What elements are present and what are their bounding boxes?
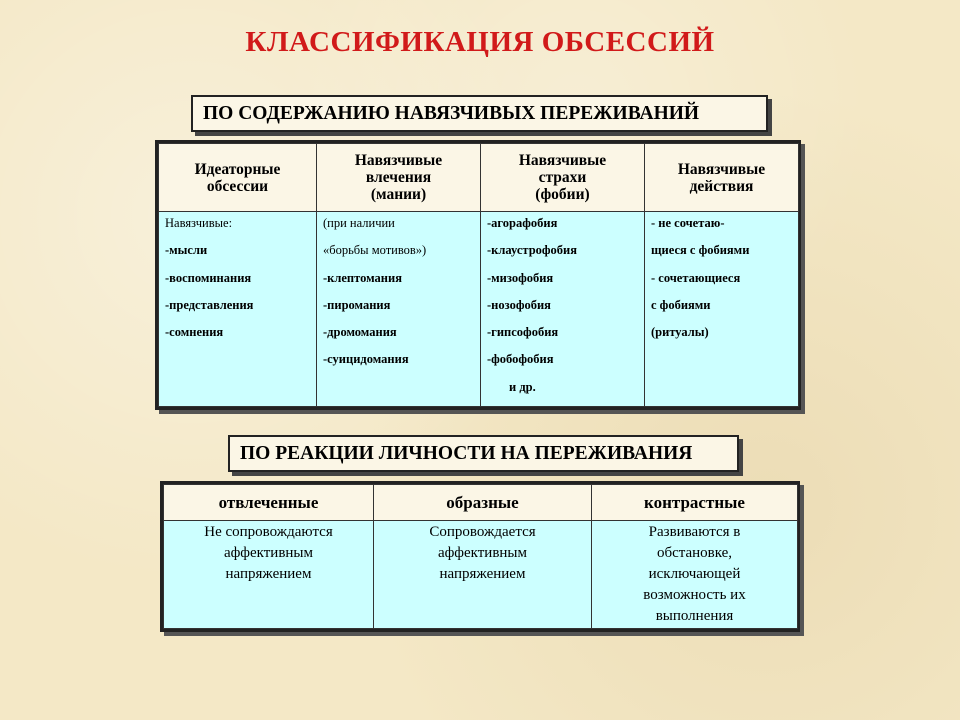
description-line: выполнения [655, 608, 734, 624]
header-line: Идеаторные [194, 160, 281, 178]
table-row [159, 212, 799, 407]
list-item: -мысли [165, 243, 208, 258]
list-item: -пиромания [323, 297, 391, 312]
header-line: (мании) [370, 186, 427, 203]
list-item: -мизофобия [487, 270, 554, 285]
list-item: с фобиями [651, 297, 711, 312]
table-header-row [159, 144, 799, 212]
content-classification-table [155, 140, 801, 410]
contrasting-description [592, 521, 798, 629]
list-item: -нозофобия [487, 297, 551, 312]
header-line: Навязчивые [518, 152, 607, 169]
header-fears [481, 144, 645, 212]
header-ideational [159, 144, 317, 212]
table-row [164, 521, 798, 629]
ideational-list [159, 212, 317, 407]
list-item: -представления [165, 297, 254, 312]
actions-list [645, 212, 799, 407]
header-line: страхи [538, 169, 587, 186]
description-line: аффективным [223, 545, 314, 561]
description-line: исключающей [648, 566, 741, 582]
list-item: (при наличии [323, 216, 395, 230]
header-abstract: отвлеченные [164, 485, 374, 521]
header-contrasting: контрастные [592, 485, 798, 521]
section-reaction-label [228, 435, 739, 472]
header-line: действия [689, 177, 754, 195]
section-content-text: ПО СОДЕРЖАНИЮ НАВЯЗЧИВЫХ ПЕРЕЖИВАНИЙ [203, 102, 700, 124]
header-line: влечения [365, 169, 432, 186]
table-header-row [164, 485, 798, 521]
list-item: и др. [509, 379, 536, 394]
list-item: -клаустрофобия [487, 243, 578, 258]
section-reaction-text: ПО РЕАКЦИИ ЛИЧНОСТИ НА ПЕРЕЖИВАНИЯ [240, 442, 693, 464]
list-item: -гипсофобия [487, 325, 559, 340]
description-line: Развиваются в [648, 524, 741, 540]
figurative-description [374, 521, 592, 629]
description-line: обстановке, [656, 545, 733, 561]
abstract-description [164, 521, 374, 629]
page-title: КЛАССИФИКАЦИЯ ОБСЕССИЙ [245, 26, 715, 58]
fears-list [481, 212, 645, 407]
list-item: (ритуалы) [651, 325, 709, 340]
list-item: -сомнения [165, 325, 224, 340]
description-line: Сопровождается [429, 524, 536, 540]
list-item: -суицидомания [323, 352, 409, 367]
section-content-label [191, 95, 768, 132]
list-item: -фобофобия [487, 352, 554, 367]
list-item: -воспоминания [165, 270, 252, 285]
list-item: щиеся с фобиями [651, 243, 750, 258]
header-figurative: образные [374, 485, 592, 521]
header-line: обсессии [206, 177, 269, 195]
description-line: напряжением [225, 566, 312, 582]
header-actions [645, 144, 799, 212]
header-line: Навязчивые [677, 160, 766, 178]
header-line: (фобии) [535, 186, 590, 203]
list-item: Навязчивые: [165, 216, 233, 230]
reaction-classification-table [160, 481, 800, 632]
list-item: -дромомания [323, 325, 397, 340]
description-line: Не сопровождаются [204, 524, 333, 540]
header-drives [317, 144, 481, 212]
list-item: -агорафобия [487, 216, 558, 230]
list-item: - не сочетаю- [651, 216, 725, 230]
description-line: напряжением [439, 566, 526, 582]
drives-list [317, 212, 481, 407]
list-item: - сочетающиеся [651, 270, 741, 285]
description-line: аффективным [437, 545, 528, 561]
header-line: Навязчивые [354, 152, 443, 169]
description-line: возможность их [643, 587, 746, 603]
list-item: «борьбы мотивов») [323, 243, 427, 258]
list-item: -клептомания [323, 270, 402, 285]
